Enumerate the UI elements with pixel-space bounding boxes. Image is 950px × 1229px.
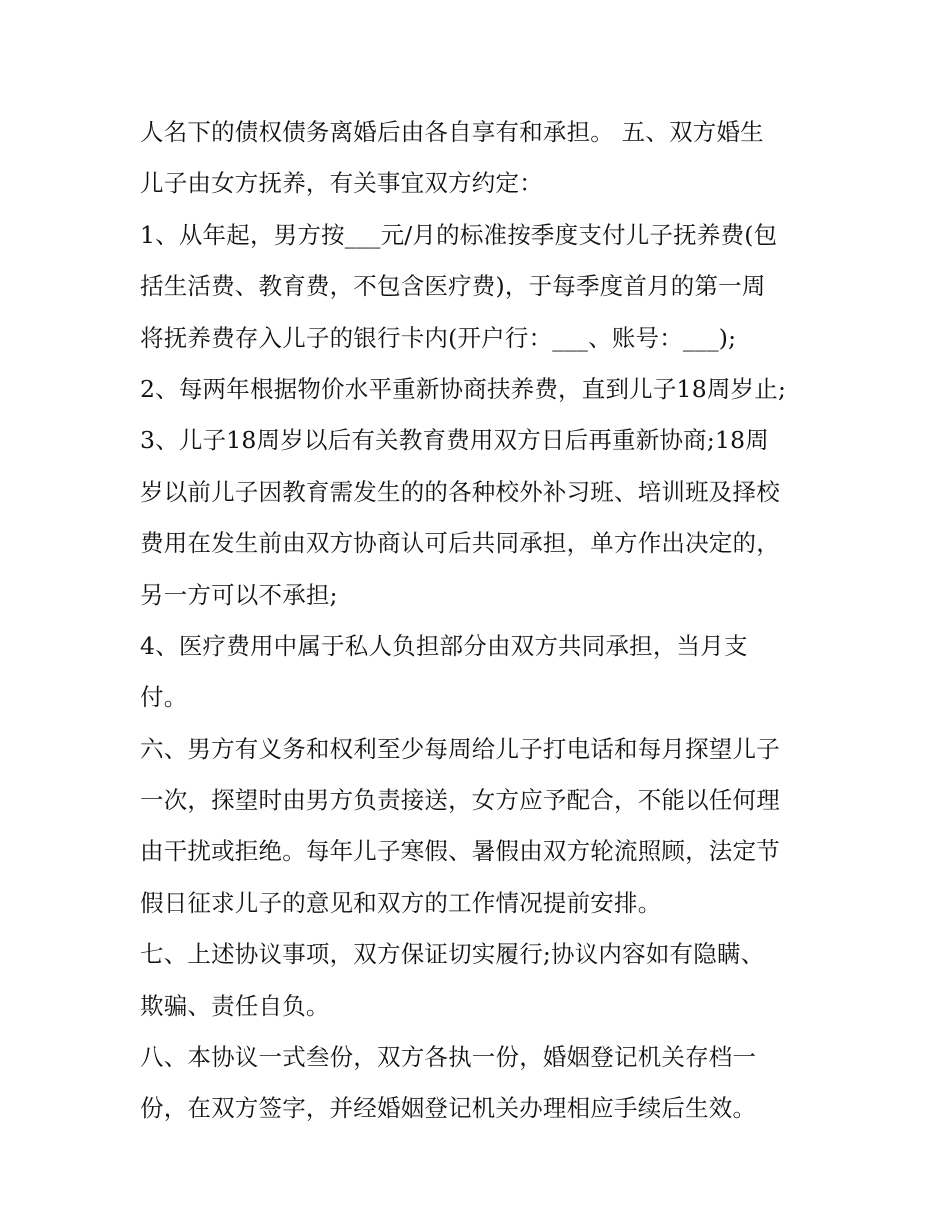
text-line: 3、儿子18周岁以后有关教育费用双方日后再重新协商;18周 (140, 426, 769, 455)
text-line: 欺骗、责任自负。 (140, 991, 330, 1020)
text-line: 费用在发生前由双方协商认可后共同承担，单方作出决定的， (140, 529, 780, 558)
document-body (140, 107, 820, 1135)
text-line: 假日征求儿子的意见和双方的工作情况提前安排。 (140, 888, 662, 917)
text-line: 由干扰或拒绝。每年儿子寒假、暑假由双方轮流照顾，法定节 (140, 837, 780, 866)
text-line: 一次，探望时由男方负责接送，女方应予配合，不能以任何理 (140, 786, 780, 815)
text-line: 付。 (140, 683, 188, 712)
text-line: 八、本协议一式叁份，双方各执一份，婚姻登记机关存档一 (140, 1043, 757, 1072)
text-line: 六、男方有义务和权利至少每周给儿子打电话和每月探望儿子 (140, 734, 780, 763)
text-line: 将抚养费存入儿子的银行卡内(开户行：___、账号：___); (140, 323, 737, 352)
text-line: 1、从年起，男方按___元/月的标准按季度支付儿子抚养费(包 (140, 220, 778, 249)
text-line: 份，在双方签字，并经婚姻登记机关办理相应手续后生效。 (140, 1094, 757, 1123)
text-line: 2、每两年根据物价水平重新协商扶养费，直到儿子18周岁止; (140, 374, 787, 403)
text-line: 七、上述协议事项，双方保证切实履行;协议内容如有隐瞒、 (140, 940, 765, 969)
text-line: 4、医疗费用中属于私人负担部分由双方共同承担，当月支 (140, 631, 748, 660)
text-line: 括生活费、教育费，不包含医疗费)，于每季度首月的第一周 (140, 272, 766, 301)
text-line: 另一方可以不承担; (140, 580, 338, 609)
text-line: 人名下的债权债务离婚后由各自享有和承担。 五、双方婚生 (140, 118, 764, 146)
text-line: 儿子由女方抚养，有关事宜双方约定： (140, 169, 543, 198)
text-line: 岁以前儿子因教育需发生的的各种校外补习班、培训班及择校 (140, 477, 780, 506)
